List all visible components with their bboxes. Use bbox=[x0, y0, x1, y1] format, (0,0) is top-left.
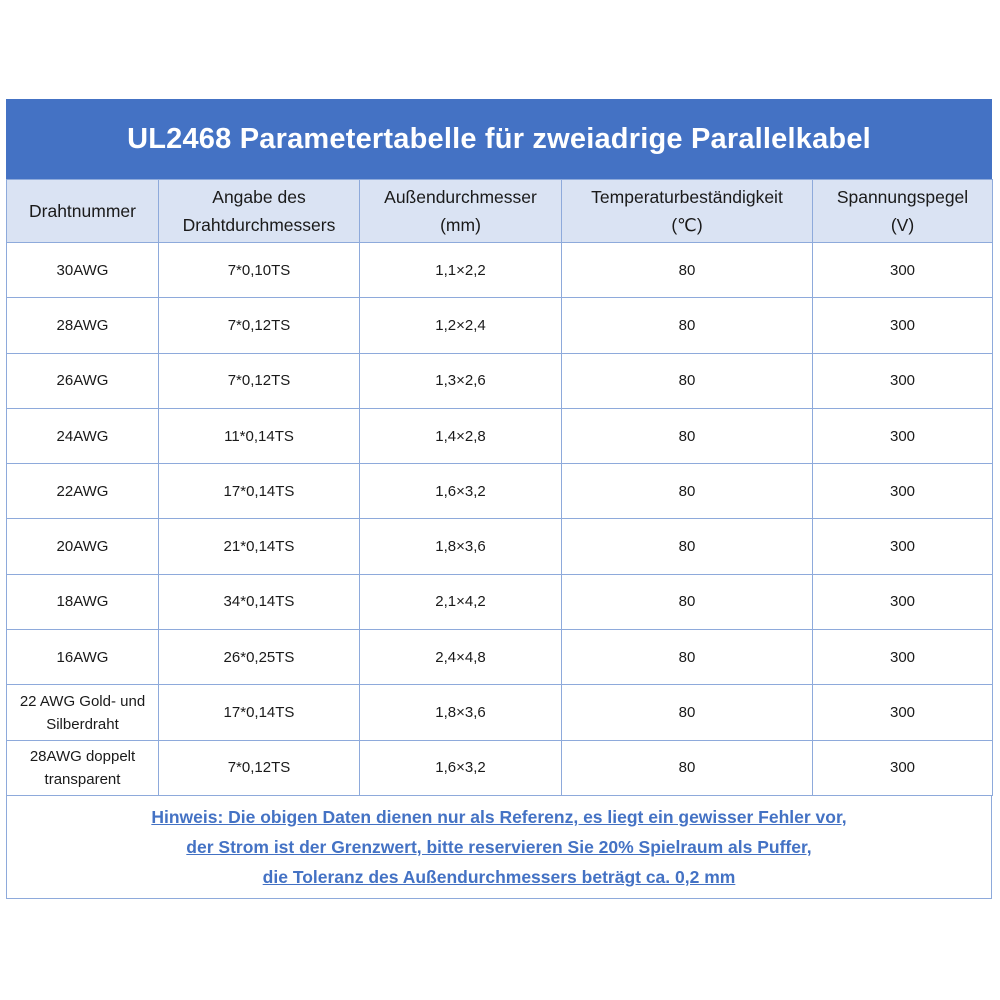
cell-wire: 20AWG bbox=[7, 519, 159, 574]
cell-voltage: 300 bbox=[813, 464, 993, 519]
cell-wire: 16AWG bbox=[7, 630, 159, 685]
header-wire-number: Drahtnummer bbox=[7, 180, 159, 243]
cell-wire: 24AWG bbox=[7, 408, 159, 463]
cell-temperature: 80 bbox=[562, 243, 813, 298]
cell-wire: 18AWG bbox=[7, 574, 159, 629]
cell-voltage: 300 bbox=[813, 353, 993, 408]
header-outer-diameter: Außendurchmesser (mm) bbox=[360, 180, 562, 243]
cell-wire: 22AWG bbox=[7, 464, 159, 519]
cell-spec: 17*0,14TS bbox=[159, 464, 360, 519]
cell-spec: 7*0,12TS bbox=[159, 740, 360, 795]
table-row bbox=[7, 574, 993, 629]
cell-voltage: 300 bbox=[813, 740, 993, 795]
cell-wire: 28AWG doppelt transparent bbox=[7, 740, 159, 795]
cell-spec: 21*0,14TS bbox=[159, 519, 360, 574]
table-row bbox=[7, 243, 993, 298]
cell-wire: 26AWG bbox=[7, 353, 159, 408]
cell-temperature: 80 bbox=[562, 298, 813, 353]
cell-temperature: 80 bbox=[562, 685, 813, 740]
table-row bbox=[7, 408, 993, 463]
table-row bbox=[7, 519, 993, 574]
note-line-3: die Toleranz des Außendurchmessers beträgt ca. 0,2 mm bbox=[262, 866, 736, 887]
parameter-table bbox=[6, 179, 993, 796]
note-line-2: der Strom ist der Grenzwert, bitte reservieren Sie 20% Spielraum als Puffer, bbox=[186, 836, 812, 857]
cell-spec: 11*0,14TS bbox=[159, 408, 360, 463]
cell-outer-diameter: 1,2×2,4 bbox=[360, 298, 562, 353]
cell-temperature: 80 bbox=[562, 408, 813, 463]
cell-voltage: 300 bbox=[813, 630, 993, 685]
table-row bbox=[7, 353, 993, 408]
cell-temperature: 80 bbox=[562, 464, 813, 519]
cell-voltage: 300 bbox=[813, 298, 993, 353]
cell-spec: 7*0,12TS bbox=[159, 298, 360, 353]
header-row bbox=[7, 180, 993, 243]
cell-temperature: 80 bbox=[562, 519, 813, 574]
table-row bbox=[7, 685, 993, 740]
table-row bbox=[7, 740, 993, 795]
cell-temperature: 80 bbox=[562, 740, 813, 795]
cell-outer-diameter: 2,1×4,2 bbox=[360, 574, 562, 629]
cell-temperature: 80 bbox=[562, 630, 813, 685]
table-row bbox=[7, 464, 993, 519]
cell-outer-diameter: 1,6×3,2 bbox=[360, 740, 562, 795]
note-line-1: Hinweis: Die obigen Daten dienen nur als Referenz, es liegt ein gewisser Fehler vor, bbox=[151, 806, 847, 827]
cell-voltage: 300 bbox=[813, 574, 993, 629]
cell-wire: 28AWG bbox=[7, 298, 159, 353]
cell-voltage: 300 bbox=[813, 519, 993, 574]
cell-outer-diameter: 1,3×2,6 bbox=[360, 353, 562, 408]
cell-spec: 7*0,10TS bbox=[159, 243, 360, 298]
cell-outer-diameter: 1,6×3,2 bbox=[360, 464, 562, 519]
cell-wire: 30AWG bbox=[7, 243, 159, 298]
cell-spec: 17*0,14TS bbox=[159, 685, 360, 740]
table-row bbox=[7, 298, 993, 353]
cell-temperature: 80 bbox=[562, 353, 813, 408]
cell-voltage: 300 bbox=[813, 243, 993, 298]
cell-voltage: 300 bbox=[813, 685, 993, 740]
cell-temperature: 80 bbox=[562, 574, 813, 629]
disclaimer-note bbox=[6, 796, 992, 899]
cell-spec: 26*0,25TS bbox=[159, 630, 360, 685]
cell-wire: 22 AWG Gold- und Silberdraht bbox=[7, 685, 159, 740]
cell-voltage: 300 bbox=[813, 408, 993, 463]
cell-outer-diameter: 1,1×2,2 bbox=[360, 243, 562, 298]
cell-spec: 7*0,12TS bbox=[159, 353, 360, 408]
cell-outer-diameter: 1,8×3,6 bbox=[360, 519, 562, 574]
header-temperature: Temperaturbeständigkeit (℃) bbox=[562, 180, 813, 243]
cell-outer-diameter: 1,8×3,6 bbox=[360, 685, 562, 740]
cell-spec: 34*0,14TS bbox=[159, 574, 360, 629]
parameter-table-sheet bbox=[6, 99, 992, 899]
header-voltage: Spannungspegel (V) bbox=[813, 180, 993, 243]
cell-outer-diameter: 2,4×4,8 bbox=[360, 630, 562, 685]
table-title: UL2468 Parametertabelle für zweiadrige Parallelkabel bbox=[6, 99, 992, 179]
header-wire-diameter-spec: Angabe des Drahtdurchmessers bbox=[159, 180, 360, 243]
table-row bbox=[7, 630, 993, 685]
cell-outer-diameter: 1,4×2,8 bbox=[360, 408, 562, 463]
